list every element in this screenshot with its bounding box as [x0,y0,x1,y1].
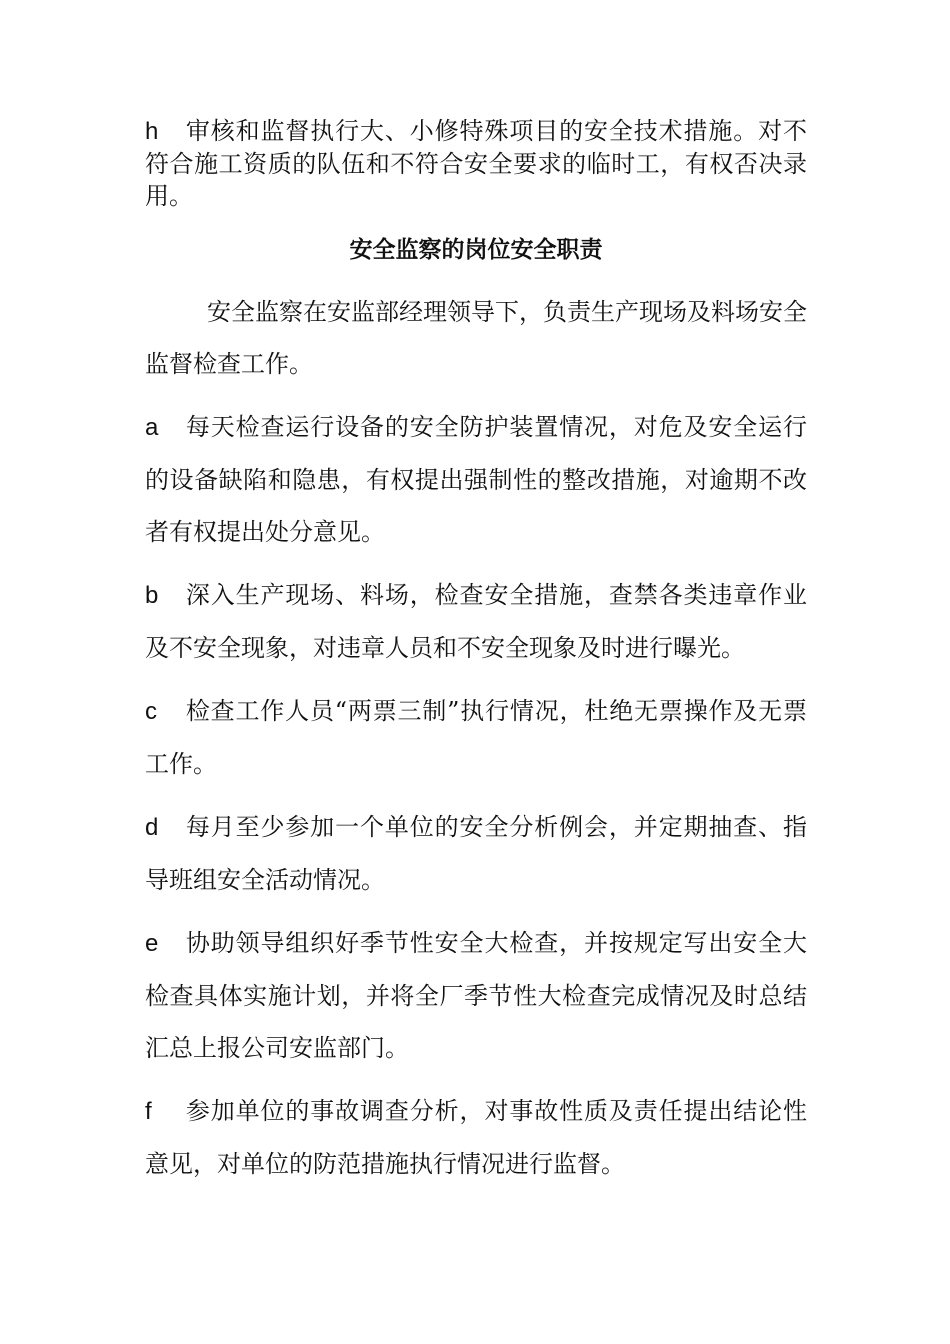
list-item-d [145,801,807,906]
item-text: 协助领导组织好季节性安全大检查，并按规定写出安全大检查具体实施计划，并将全厂季节性大检查完成情况及时总结汇总上报公司安监部门。 [145,929,807,1062]
item-marker: h [145,118,159,145]
item-marker: a [145,414,159,441]
item-marker: d [145,814,159,841]
lead-paragraph: 安全监察在安监部经理领导下，负责生产现场及料场安全监督检查工作。 [145,298,807,378]
document-body [145,115,807,1201]
item-text: 检查工作人员“两票三制”执行情况，杜绝无票操作及无票工作。 [145,697,807,778]
item-text: 深入生产现场、料场，检查安全措施，查禁各类违章作业及不安全现象，对违章人员和不安全现象及时进行曝光。 [145,581,807,662]
item-marker: f [145,1098,152,1125]
list-item-h [145,115,807,212]
item-text: 审核和监督执行大、小修特殊项目的安全技术措施。对不符合施工资质的队伍和不符合安全要求的临时工，有权否决录用。 [145,117,807,210]
list-item-c [145,685,807,790]
list-item-e [145,917,807,1074]
list-item-a [145,401,807,558]
item-text: 每天检查运行设备的安全防护装置情况，对危及安全运行的设备缺陷和隐患，有权提出强制性的整改措施，对逾期不改者有权提出处分意见。 [145,413,807,546]
item-marker: b [145,582,159,609]
item-marker: e [145,930,159,957]
item-text: 每月至少参加一个单位的安全分析例会，并定期抽查、指导班组安全活动情况。 [145,813,807,894]
item-text: 参加单位的事故调查分析，对事故性质及责任提出结论性意见，对单位的防范措施执行情况进行监督。 [145,1097,807,1178]
list-item-f [145,1085,807,1190]
section-title: 安全监察的岗位安全职责 [349,237,603,263]
item-marker: c [145,698,157,725]
list-item-b [145,569,807,674]
